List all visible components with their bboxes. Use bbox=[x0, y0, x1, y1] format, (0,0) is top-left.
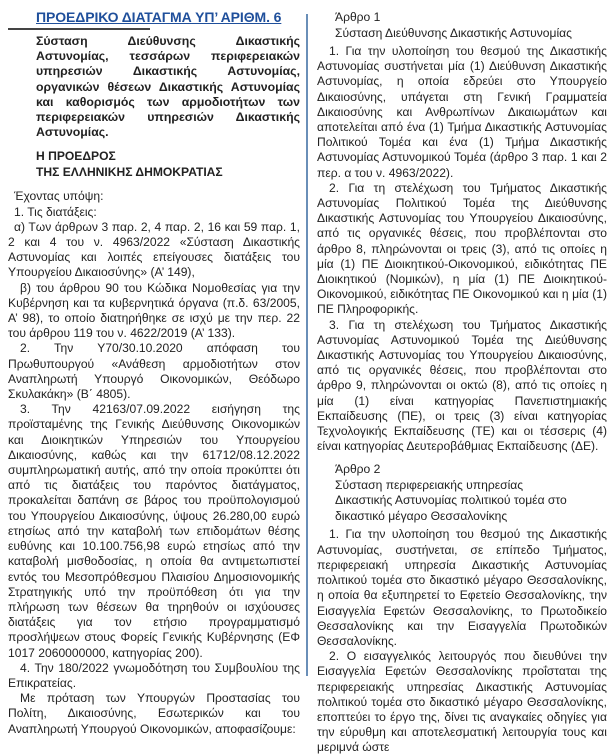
article-2-title: Σύσταση περιφερειακής υπηρεσίας Δικαστικής Αστυνομίας πολιτικού τομέα στο δικαστικό μέγαρο Θεσσαλονίκης bbox=[335, 477, 567, 523]
president-line-2: ΤΗΣ ΕΛΛΗΝΙΚΗΣ ΔΗΜΟΚΡΑΤΙΑΣ bbox=[36, 164, 223, 179]
article-1-heading bbox=[335, 10, 607, 41]
preamble-item: 3. Την 42163/07.09.2022 εισήγηση της προϊσταμένης της Γενικής Διεύθυνσης Οικονομικών και Διοικητικών Υπηρεσιών του Υπουργείου Δικαιοσύνης, καθώς και την 61712/08.12.2022 συμπληρωματική αυτής, από την οποία προκύπτει ότι από τις διατάξεις του παρόντος διατάγματος, προκαλείται δαπάνη σε βάρος του προϋπολογισμού του Υπουργείου Δικαιοσύνης, ύψους 26.280,00 ευρώ ετησίως από την καταβολή των επιδομάτων θέσης ευθύνης και 10.100.756,98 ευρώ ετησίως από την καταβολή μισθοδοσίας, η οποία θα αντιμετωπιστεί εντός του Μεσοπρόθεσμου Πλαισίου Δημοσιονομικής Στρατηγικής υπό την προϋπόθεση ότι για την πλήρωση των θέσεων θα τηρηθούν οι ισχύουσες διατάξεις για τον ετήσιο προγραμματισμό προσλήψεων στους Φορείς Γενικής Κυβέρνησης (ΕΦ 1017 2060000000, κατηγορίας 200). bbox=[8, 402, 300, 660]
article-2-heading bbox=[335, 462, 607, 524]
preamble-item: 4. Την 180/2022 γνωμοδότηση του Συμβουλίου της Επικρατείας. bbox=[8, 660, 300, 690]
column-divider bbox=[306, 14, 308, 676]
article-1-number: Άρθρο 1 bbox=[335, 10, 381, 24]
preamble-decision: Με πρόταση των Υπουργών Προστασίας του Πολίτη, Δικαιοσύνης, Εσωτερικών και του Αναπληρωτή Υπουργού Οικονομικών, αποφασίζουμε: bbox=[8, 691, 300, 736]
president-heading bbox=[36, 149, 300, 180]
article-1-paragraph: 1. Για την υλοποίηση του θεσμού της Δικαστικής Αστυνομίας συστήνεται μία (1) Διεύθυνση Δικαστικής Αστυνομίας, η οποία εδρεύει στο Υπουργείο Δικαιοσύνης, υπάγεται στη Γενική Γραμματεία Δικαιοσύνης και Ανθρωπίνων Δικαιωμάτων και αποτελείται από ένα (1) Τμήμα Δικαστικής Αστυνομίας Πολιτικού Τομέα και ένα (1) Τμήμα Δικαστικής Αστυνομίας Αστυνομικού Τομέα (άρθρο 3 παρ. 1 και 2 περ. α του ν. 4963/2022). bbox=[317, 44, 607, 180]
article-1-title: Σύσταση Διεύθυνσης Δικαστικής Αστυνομίας bbox=[335, 25, 572, 40]
right-column bbox=[317, 0, 607, 756]
article-2-number: Άρθρο 2 bbox=[335, 462, 381, 477]
preamble-item: 2. Την Υ70/30.10.2020 απόφαση του Πρωθυπουργού «Ανάθεση αρμοδιοτήτων στον Αναπληρωτή Υπουργό Οικονομικών, Θεόδωρο Σκυλακάκη» (Β΄ 4805). bbox=[8, 341, 300, 402]
preamble-item: β) του άρθρου 90 του Κώδικα Νομοθεσίας για την Κυβέρνηση και τα κυβερνητικά όργανα (π.δ. 63/2005, Α’ 98), το οποίο διατηρήθηκε σε ισχύ με την περ. 22 του άρθρου 119 του ν. 4622/2019 (Α’ 133). bbox=[8, 280, 300, 341]
article-2-paragraph: 1. Για την υλοποίηση του θεσμού της Δικαστικής Αστυνομίας, συστήνεται, σε επίπεδο Τμήματος, περιφερειακή υπηρεσία Δικαστικής Αστυνομίας πολιτικού τομέα στο δικαστικό μέγαρο Θεσσαλονίκης, η οποία θα εξυπηρετεί το Εφετείο Θεσσαλονίκης, την Εισαγγελία Εφετών Θεσσαλονίκης, το Πρωτοδικείο Θεσσαλονίκης και την Εισαγγελία Πρωτοδικών Θεσσαλονίκης. bbox=[317, 527, 607, 648]
preamble-intro: Έχοντας υπόψη: bbox=[14, 189, 104, 204]
president-line-1: Η ΠΡΟΕΔΡΟΣ bbox=[36, 149, 116, 164]
article-2-paragraph: 2. Ο εισαγγελικός λειτουργός που διευθύνει την Εισαγγελία Εφετών Θεσσαλονίκης προΐσταται της περιφερειακής υπηρεσίας Δικαστικής Αστυνομίας πολιτικού τομέα στο δικαστικό μέγαρο Θεσσαλονίκης, εποπτεύει το έργο της, δίνει τις αναγκαίες οδηγίες για την εύρυθμη και αποτελεσματική λειτουργία τους και μεριμνά ώστε bbox=[317, 649, 607, 755]
title-block bbox=[8, 0, 300, 30]
decree-subtitle: Σύσταση Διεύθυνσης Δικαστικής Αστυνομίας, τεσσάρων περιφερειακών υπηρεσιών Δικαστικής Αστυνομίας, οργανικών θέσεων Δικαστικής Αστυνομίας και καθορισμός των αρμοδιοτήτων των περιφερειακών υπηρεσιών Δικαστικής Αστυνομίας. bbox=[36, 34, 300, 140]
article-1-paragraph: 2. Για τη στελέχωση του Τμήματος Δικαστικής Αστυνομίας Πολιτικού Τομέα της Διεύθυνσης Δικαστικής Αστυνομίας του Υπουργείου Δικαιοσύνης, από τις οργανικές θέσεις, που προβλέπονται στο άρθρο 8, πληρώνονται οι τρεις (3), από τις οποίες η μία (1) ΠΕ Διοικητικού-Οικονομικού, ειδικότητας ΠΕ Διοικητικού (Νομικών), η μία (1) ΠΕ Διοικητικού-Οικονομικού, ειδικότητας ΠΕ Οικονομικού και η μία (1) ΠΕ Πληροφορικής. bbox=[317, 180, 607, 317]
title-underline-rule bbox=[8, 28, 150, 30]
article-1-paragraph: 3. Για τη στελέχωση του Τμήματος Δικαστικής Αστυνομίας Αστυνομικού Τομέα της Διεύθυνσης Δικαστικής Αστυνομίας του Υπουργείου Δικαιοσύνης, από τις οργανικές θέσεις, που προβλέπονται στο άρθρο 9, πληρώνονται οι οκτώ (8), από τις οποίες η μία (1) είναι κατηγορίας Πανεπιστημιακής Εκπαίδευσης (ΠΕ), οι τρεις (3) είναι κατηγορίας Τεχνολογικής Εκπαίδευσης (ΤΕ) και οι τέσσερις (4) είναι κατηγορίας Δευτεροβάθμιας Εκπαίδευσης (ΔΕ). bbox=[317, 317, 607, 454]
preamble-item: α) Των άρθρων 3 παρ. 2, 4 παρ. 2, 16 και 59 παρ. 1, 2 και 4 του ν. 4963/2022 «Σύσταση Δικαστικής Αστυνομίας και λοιπές επείγουσες διατάξεις του Υπουργείου Δικαιοσύνης» (Α’ 149), bbox=[8, 219, 300, 280]
decree-title: ΠΡΟΕΔΡΙΚΟ ΔΙΑΤΑΓΜΑ ΥΠ’ ΑΡΙΘΜ. 6 bbox=[36, 9, 282, 25]
preamble-item: 1. Τις διατάξεις: bbox=[14, 204, 97, 219]
left-column bbox=[8, 0, 300, 737]
